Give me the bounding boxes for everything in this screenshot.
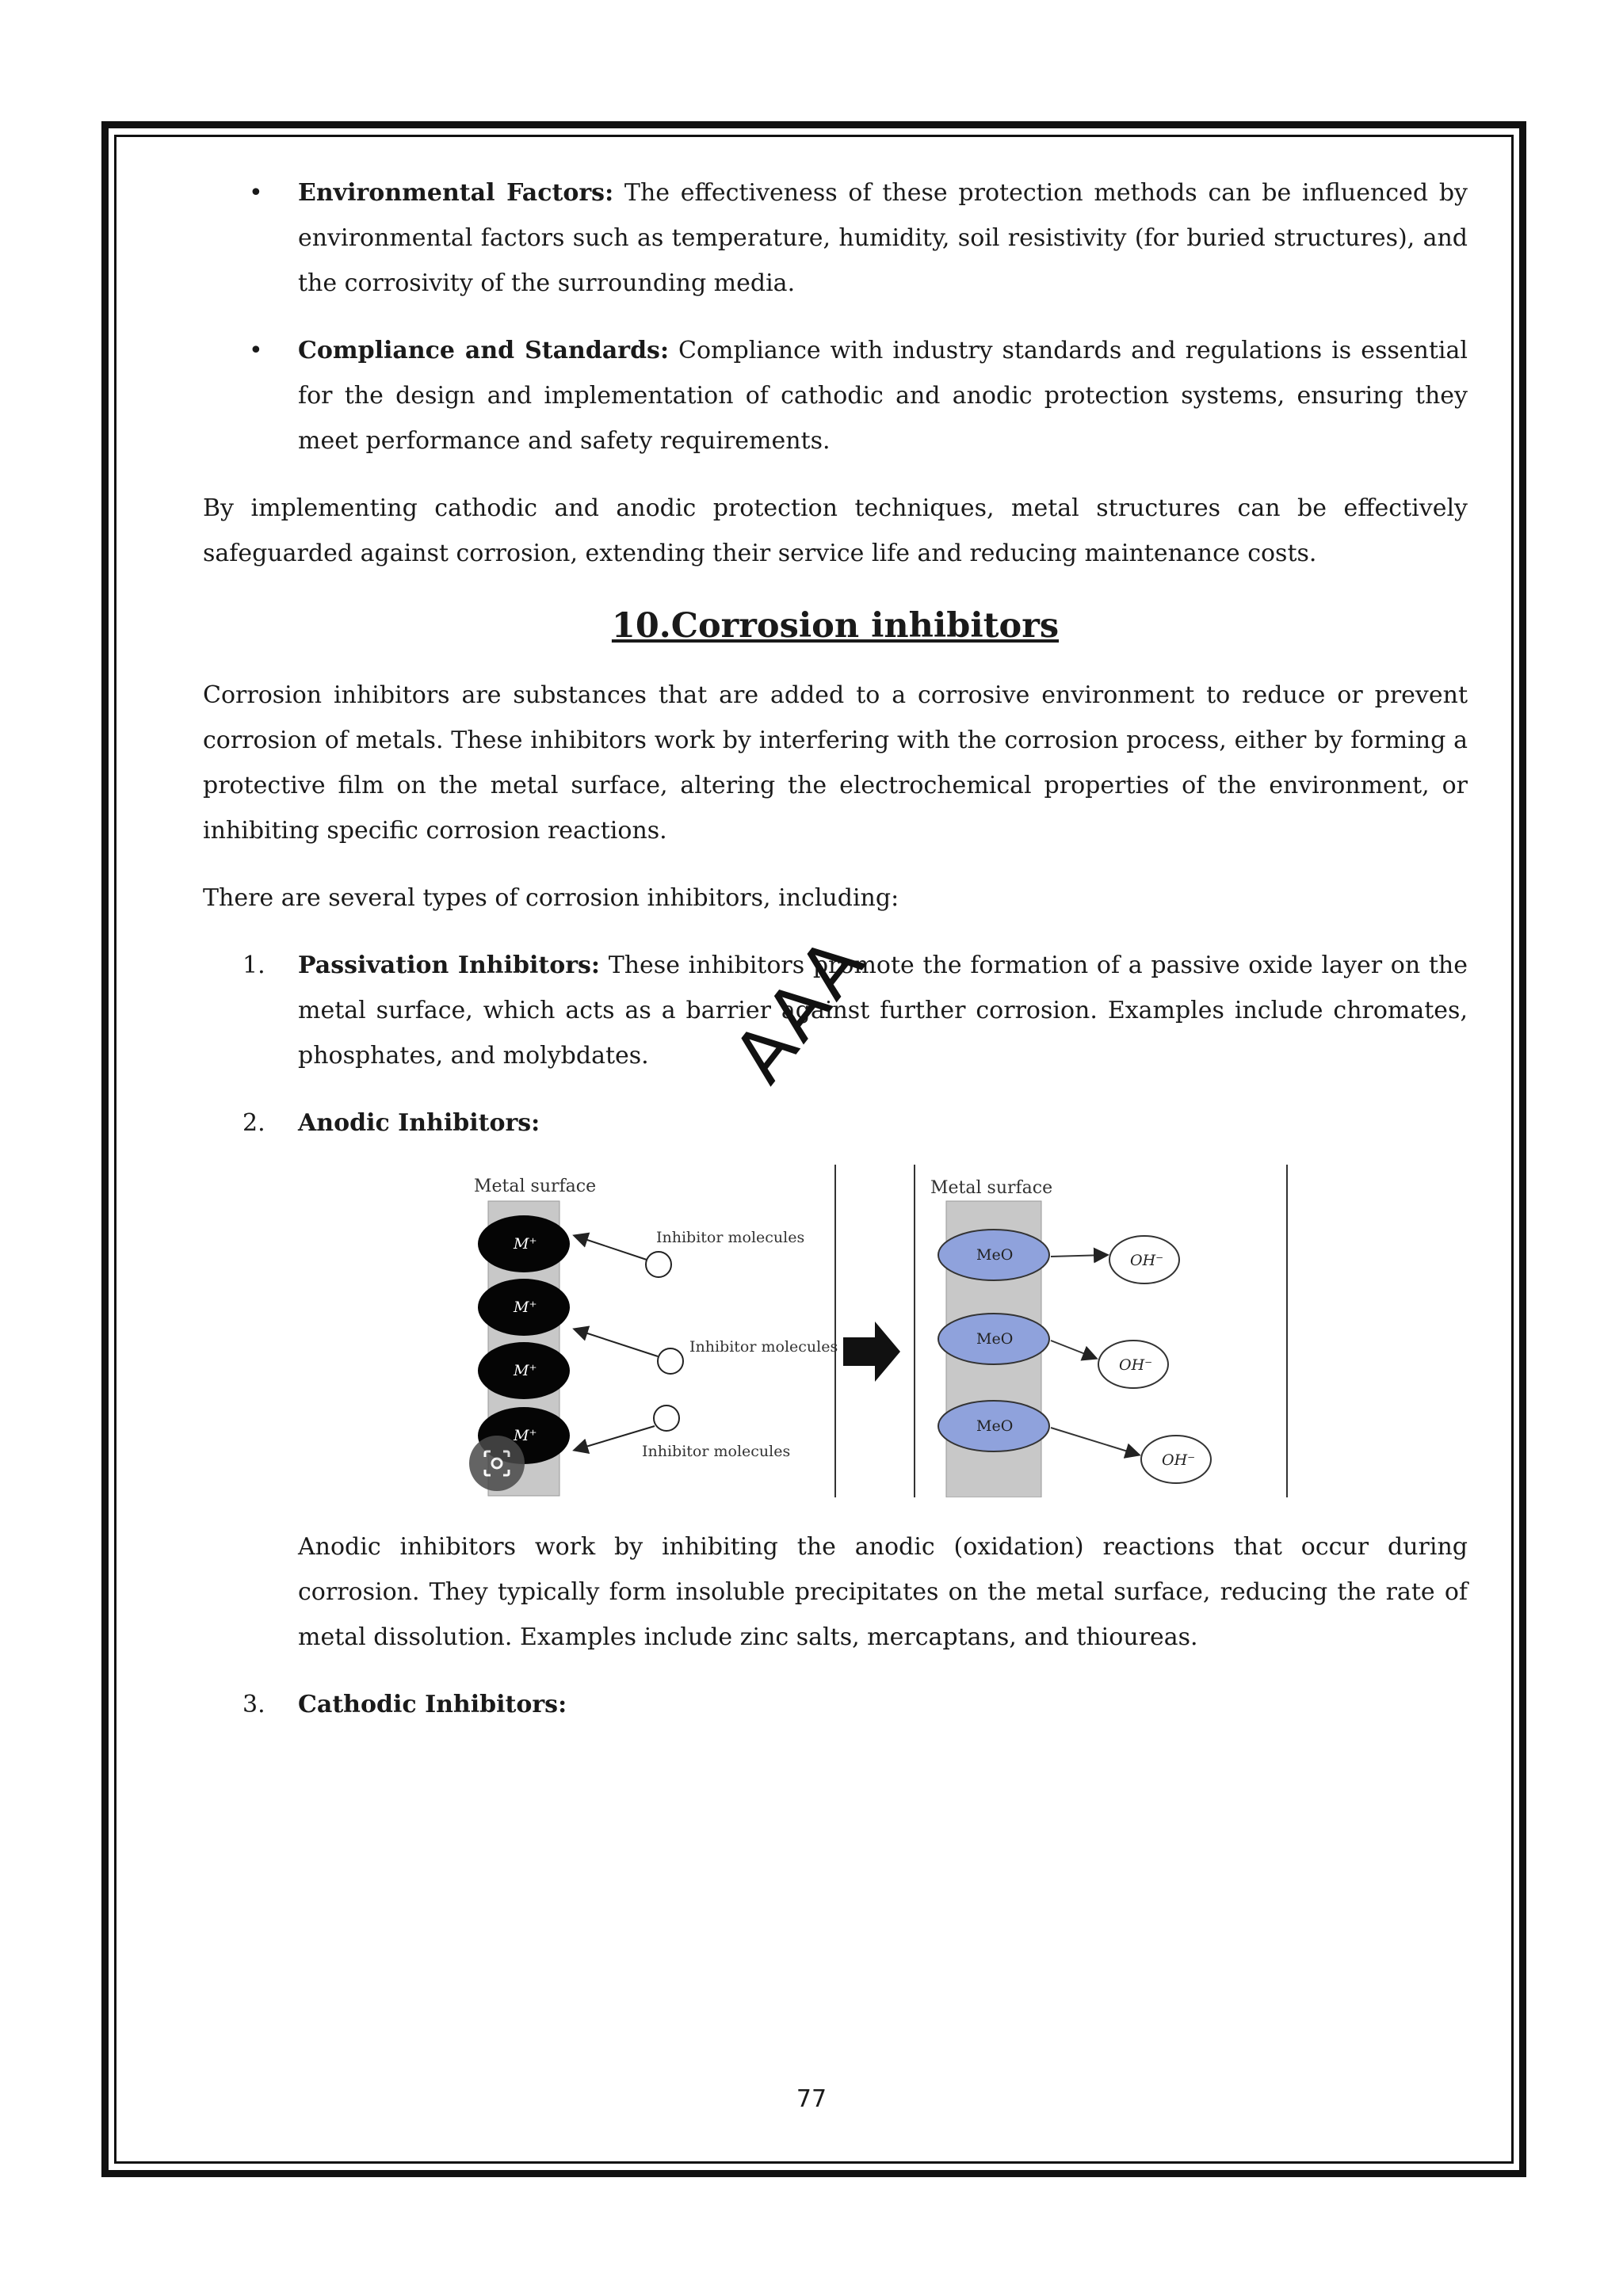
inhibitor-label: Inhibitor molecules <box>642 1443 791 1460</box>
bullet-icon: • <box>249 337 263 364</box>
right-arrow-icon <box>843 1322 900 1382</box>
bullet-compliance-standards <box>203 328 1468 463</box>
ion-label: M⁺ <box>514 1427 537 1444</box>
intro-paragraph: Corrosion inhibitors are substances that are added to a corrosive environment to reduce or prevent corrosion of metals. These inhibitors work by interfering with the corrosion process, either by forming a protective film on the metal surface, altering the electrochemical properties of the environment, or inhibiting specific corrosion reactions. <box>203 681 1468 845</box>
lens-icon[interactable] <box>469 1436 525 1491</box>
anodic-inhibitor-figure <box>203 1157 1468 1497</box>
list-item-title: Anodic Inhibitors: <box>298 1109 540 1137</box>
inhibitor-label: Inhibitor molecules <box>689 1338 838 1356</box>
right-panel-title: Metal surface <box>930 1178 1053 1198</box>
list-number: 1. <box>242 952 265 979</box>
page-number: 77 <box>796 2085 827 2113</box>
oxide-label: MeO <box>976 1330 1014 1348</box>
section-heading: 10.Corrosion inhibitors <box>611 606 1060 646</box>
list-number: 3. <box>242 1691 265 1718</box>
bullet-environmental-factors <box>203 170 1468 306</box>
summary-paragraph: By implementing cathodic and anodic protection techniques, metal structures can be effectively safeguarded against corrosion, extending their service life and reducing maintenance costs. <box>203 494 1468 567</box>
bullet-text: The effectiveness of these protection methods can be influenced by environmental factors such as temperature, humidity, soil resistivity (for buried structures), and the corrosivity of the surrounding media. <box>298 179 1468 297</box>
list-item-title: Passivation Inhibitors: <box>298 952 600 979</box>
inhibitor-molecules <box>575 1236 683 1450</box>
ion-label: M⁺ <box>514 1362 537 1379</box>
ion-label: M⁺ <box>514 1235 537 1253</box>
left-panel-title: Metal surface <box>474 1177 597 1196</box>
list-item-anodic <box>203 1100 1468 1146</box>
oxide-label: MeO <box>976 1246 1014 1264</box>
ion-label: M⁺ <box>514 1299 537 1316</box>
anodic-description: Anodic inhibitors work by inhibiting the anodic (oxidation) reactions that occur during corrosion. They typically form insoluble precipitates on the metal surface, reducing the rate of metal dissolution. Examples include zinc salts, mercaptans, and thioureas. <box>298 1533 1468 1651</box>
hydroxide-label: OH⁻ <box>1119 1356 1153 1374</box>
types-intro: There are several types of corrosion inhibitors, including: <box>203 884 899 912</box>
list-item-cathodic <box>203 1682 1468 1727</box>
list-item-title: Cathodic Inhibitors: <box>298 1691 567 1718</box>
inhibitor-label: Inhibitor molecules <box>656 1229 805 1246</box>
bullet-title: Compliance and Standards: <box>298 337 670 364</box>
list-number: 2. <box>242 1109 265 1137</box>
hydroxide-label: OH⁻ <box>1130 1252 1164 1269</box>
bullet-icon: • <box>249 179 263 207</box>
anodic-inhibitor-diagram <box>456 1157 1312 1497</box>
bullet-text: Compliance with industry standards and regulations is essential for the design and implementation of cathodic and anodic protection systems, ensuring they meet performance and safety requirements. <box>298 337 1468 455</box>
list-item-text: These inhibitors promote the formation of a passive oxide layer on the metal surface, which acts as a barrier against further corrosion. Examples include chromates, phosphates, and molybdates. <box>298 952 1468 1070</box>
anodic-description-block <box>203 1524 1468 1660</box>
oxide-label: MeO <box>976 1417 1014 1435</box>
hydroxide-label: OH⁻ <box>1162 1451 1196 1469</box>
watermark: AAA <box>717 921 882 1098</box>
bullet-title: Environmental Factors: <box>298 179 614 207</box>
